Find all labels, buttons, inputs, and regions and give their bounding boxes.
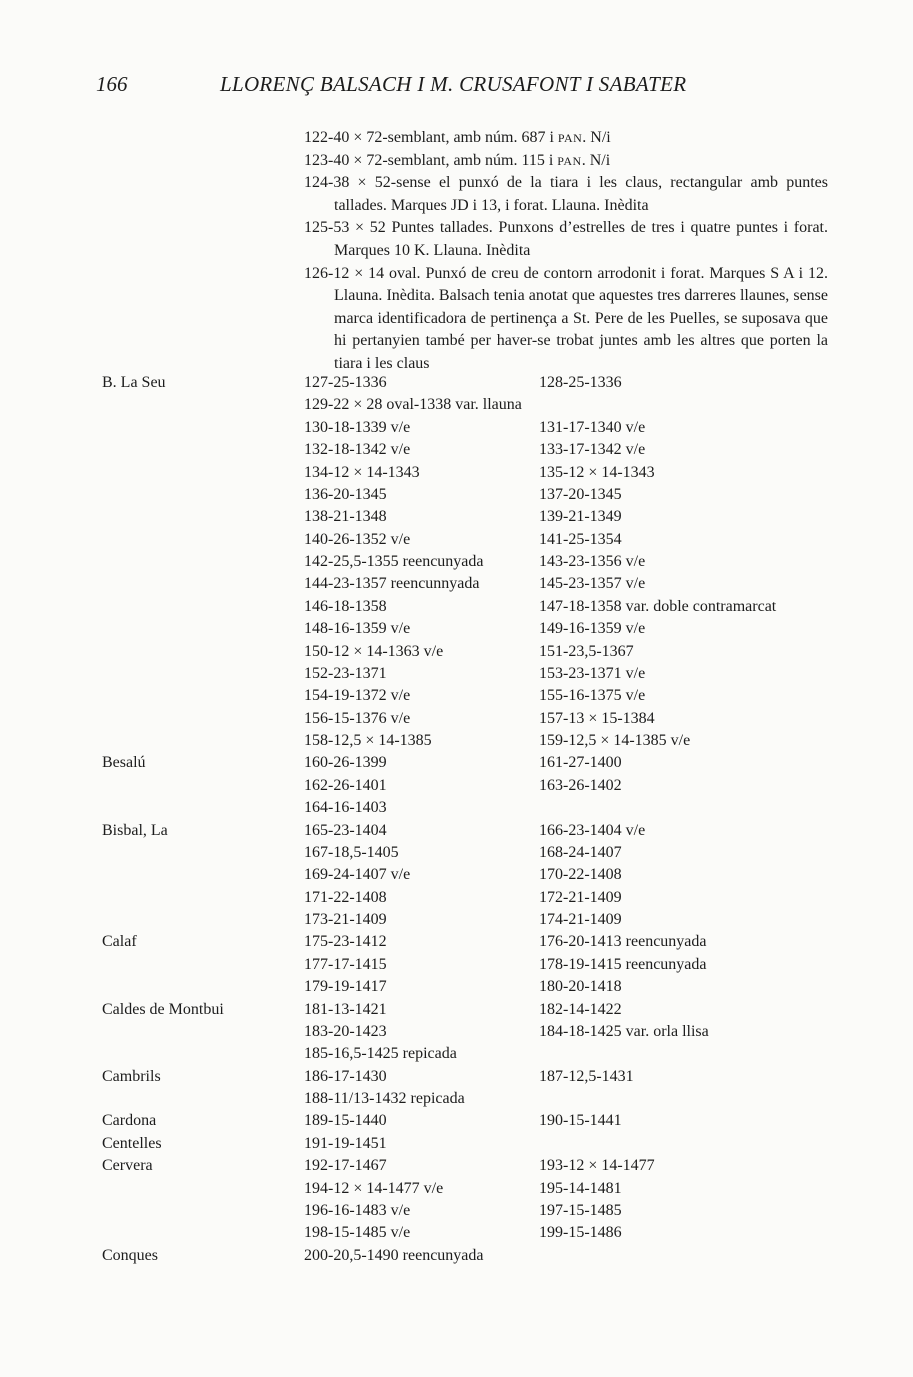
table-row (0, 663, 913, 685)
location-label: Bisbal, La (102, 821, 168, 839)
entry-right: 187-12,5-1431 (539, 1067, 634, 1085)
entry-left: 138-21-1348 (304, 508, 387, 526)
page-number: 166 (96, 72, 128, 96)
catalog-entry (304, 172, 828, 217)
location-label: B. La Seu (102, 374, 166, 391)
entry-right: 139-21-1349 (539, 508, 622, 526)
location-label: Cambrils (102, 1067, 161, 1085)
table-row (0, 372, 913, 394)
entry-left: 192-17-1467 (304, 1157, 387, 1175)
entry-left: 194-12 × 14-1477 v/e (304, 1179, 444, 1197)
table-row (0, 976, 913, 998)
entry-right: 190-15-1441 (539, 1112, 622, 1130)
table-row (0, 909, 913, 931)
location-label: Cervera (102, 1157, 153, 1175)
entry-left: 142-25,5-1355 reencunyada (304, 553, 484, 570)
table-row (0, 1110, 913, 1132)
entry-right: 163-26-1402 (539, 776, 622, 794)
table-row (0, 551, 913, 573)
abbreviation: PAN (557, 153, 582, 168)
entry-right: 161-27-1400 (539, 754, 622, 772)
catalog-entry (304, 127, 828, 150)
entry-right: 168-24-1407 (539, 843, 622, 861)
entry-left: 179-19-1417 (304, 978, 387, 996)
table-row (0, 1222, 913, 1244)
table-row (0, 752, 913, 774)
entry-suffix: . N/i (581, 151, 611, 169)
entry-right: 147-18-1358 var. doble contramarcat (539, 597, 777, 615)
entry-left: 136-20-1345 (304, 485, 387, 503)
table-row (0, 1178, 913, 1200)
entry-right: 174-21-1409 (539, 911, 622, 928)
entry-left: 140-26-1352 v/e (304, 530, 411, 548)
table-row (0, 842, 913, 864)
entry-left: 188-11/13-1432 repicada (304, 1090, 465, 1107)
table-row (0, 394, 913, 416)
table-row (0, 954, 913, 976)
catalog-table (0, 372, 913, 1267)
table-row (0, 1021, 913, 1043)
table-row (0, 596, 913, 618)
table-row (0, 439, 913, 461)
entry-left: 129-22 × 28 oval-1338 var. llauna (304, 396, 522, 414)
entry-right: 155-16-1375 v/e (539, 687, 646, 705)
table-row (0, 462, 913, 484)
entry-right: 137-20-1345 (539, 485, 622, 503)
entry-left: 144-23-1357 reencunnyada (304, 575, 480, 593)
entry-left: 154-19-1372 v/e (304, 687, 411, 705)
table-row (0, 1200, 913, 1222)
table-row (0, 820, 913, 842)
catalog-entries (304, 127, 828, 376)
entry-right: 172-21-1409 (539, 888, 622, 906)
entry-left: 177-17-1415 (304, 955, 387, 973)
entry-left: 171-22-1408 (304, 888, 387, 906)
entry-right: 143-23-1356 v/e (539, 553, 646, 570)
location-label: Conques (102, 1246, 158, 1264)
entry-right: 153-23-1371 v/e (539, 664, 646, 682)
entry-left: 148-16-1359 v/e (304, 620, 411, 638)
table-row (0, 641, 913, 663)
entry-left: 156-15-1376 v/e (304, 709, 411, 727)
entry-left: 134-12 × 14-1343 (304, 463, 420, 481)
entry-left: 196-16-1483 v/e (304, 1201, 411, 1219)
entry-right: 195-14-1481 (539, 1179, 622, 1197)
table-row (0, 887, 913, 909)
table-row (0, 864, 913, 886)
table-row (0, 573, 913, 595)
entry-left: 127-25-1336 (304, 374, 387, 391)
entry-left: 162-26-1401 (304, 776, 387, 794)
entry-right: 180-20-1418 (539, 978, 622, 996)
entry-left: 189-15-1440 (304, 1112, 387, 1130)
entry-left: 160-26-1399 (304, 754, 387, 772)
entry-right: 166-23-1404 v/e (539, 821, 646, 839)
catalog-entry (304, 150, 828, 173)
table-row (0, 797, 913, 819)
table-row (0, 1245, 913, 1267)
entry-left: 191-19-1451 (304, 1134, 387, 1152)
entry-suffix: . N/i (582, 129, 611, 146)
location-label: Caldes de Montbui (102, 1000, 224, 1018)
entry-right: 131-17-1340 v/e (539, 418, 646, 436)
table-row (0, 1043, 913, 1065)
table-row (0, 775, 913, 797)
entry-left: 181-13-1421 (304, 1000, 387, 1018)
table-row (0, 1088, 913, 1110)
entry-left: 150-12 × 14-1363 v/e (304, 642, 444, 660)
table-row (0, 685, 913, 707)
location-label: Cardona (102, 1112, 157, 1130)
entry-text: 126-12 × 14 oval. Punxó de creu de contorn arrodonit i forat. Marques S A i 12. Llauna. Inèdita. Balsach tenia anotat que aquestes tres darreres llaunes, sense marca identificadora de pertinença a St. Pere de les Puelles, se suposava que hi pertanyien també per haver-se trobat juntes amb les altres que porten la tiara i les claus (304, 264, 828, 372)
entry-right: 199-15-1486 (539, 1224, 622, 1242)
entry-right: 135-12 × 14-1343 (539, 463, 655, 481)
entry-right: 182-14-1422 (539, 1000, 622, 1018)
entry-left: 169-24-1407 v/e (304, 866, 411, 884)
table-row (0, 529, 913, 551)
entry-right: 178-19-1415 reencunyada (539, 955, 707, 973)
entry-text: 123-40 × 72-semblant, amb núm. 115 i (304, 151, 558, 169)
entry-right: 193-12 × 14-1477 (539, 1157, 655, 1175)
table-row (0, 708, 913, 730)
entry-left: 183-20-1423 (304, 1022, 387, 1040)
running-header (96, 72, 873, 106)
entry-right: 197-15-1485 (539, 1201, 622, 1219)
location-label: Calaf (102, 933, 137, 951)
entry-left: 158-12,5 × 14-1385 (304, 732, 432, 749)
table-row (0, 506, 913, 528)
table-row (0, 417, 913, 439)
table-row (0, 1155, 913, 1177)
table-row (0, 730, 913, 752)
location-label: Centelles (102, 1134, 162, 1152)
entry-left: 152-23-1371 (304, 664, 387, 682)
entry-left: 132-18-1342 v/e (304, 441, 411, 459)
entry-right: 141-25-1354 (539, 530, 622, 548)
entry-text: 124-38 × 52-sense el punxó de la tiara i les claus, rectangular amb puntes tallades. Marques JD i 13, i forat. Llauna. Inèdita (304, 174, 828, 214)
entry-left: 164-16-1403 (304, 799, 387, 817)
running-title: LLORENÇ BALSACH I M. CRUSAFONT I SABATER (220, 72, 687, 96)
table-row (0, 931, 913, 953)
catalog-entry (304, 217, 828, 262)
entry-right: 176-20-1413 reencunyada (539, 933, 707, 951)
entry-left: 186-17-1430 (304, 1067, 387, 1085)
table-row (0, 1066, 913, 1088)
entry-left: 175-23-1412 (304, 933, 387, 951)
table-row (0, 1133, 913, 1155)
abbreviation: PAN (557, 131, 583, 145)
entry-left: 173-21-1409 (304, 911, 387, 928)
entry-left: 167-18,5-1405 (304, 843, 399, 861)
entry-text: 125-53 × 52 Puntes tallades. Punxons d’estrelles de tres i quatre puntes i forat. Marques 10 K. Llauna. Inèdita (304, 219, 828, 259)
entry-right: 159-12,5 × 14-1385 v/e (539, 732, 691, 749)
entry-right: 170-22-1408 (539, 866, 622, 884)
entry-right: 184-18-1425 var. orla llisa (539, 1022, 709, 1040)
catalog-entry (304, 263, 828, 376)
table-row (0, 999, 913, 1021)
entry-right: 145-23-1357 v/e (539, 575, 646, 593)
table-row (0, 484, 913, 506)
entry-right: 151-23,5-1367 (539, 642, 634, 660)
entry-right: 149-16-1359 v/e (539, 620, 646, 638)
entry-right: 128-25-1336 (539, 374, 622, 391)
entry-text: 122-40 × 72-semblant, amb núm. 687 i (304, 129, 558, 146)
table-row (0, 618, 913, 640)
location-label: Besalú (102, 754, 146, 772)
entry-left: 165-23-1404 (304, 821, 387, 839)
entry-left: 146-18-1358 (304, 597, 387, 615)
entry-right: 133-17-1342 v/e (539, 441, 646, 459)
entry-left: 130-18-1339 v/e (304, 418, 411, 436)
entry-left: 185-16,5-1425 repicada (304, 1045, 457, 1063)
entry-right: 157-13 × 15-1384 (539, 709, 655, 727)
entry-left: 198-15-1485 v/e (304, 1224, 411, 1242)
entry-left: 200-20,5-1490 reencunyada (304, 1246, 484, 1264)
